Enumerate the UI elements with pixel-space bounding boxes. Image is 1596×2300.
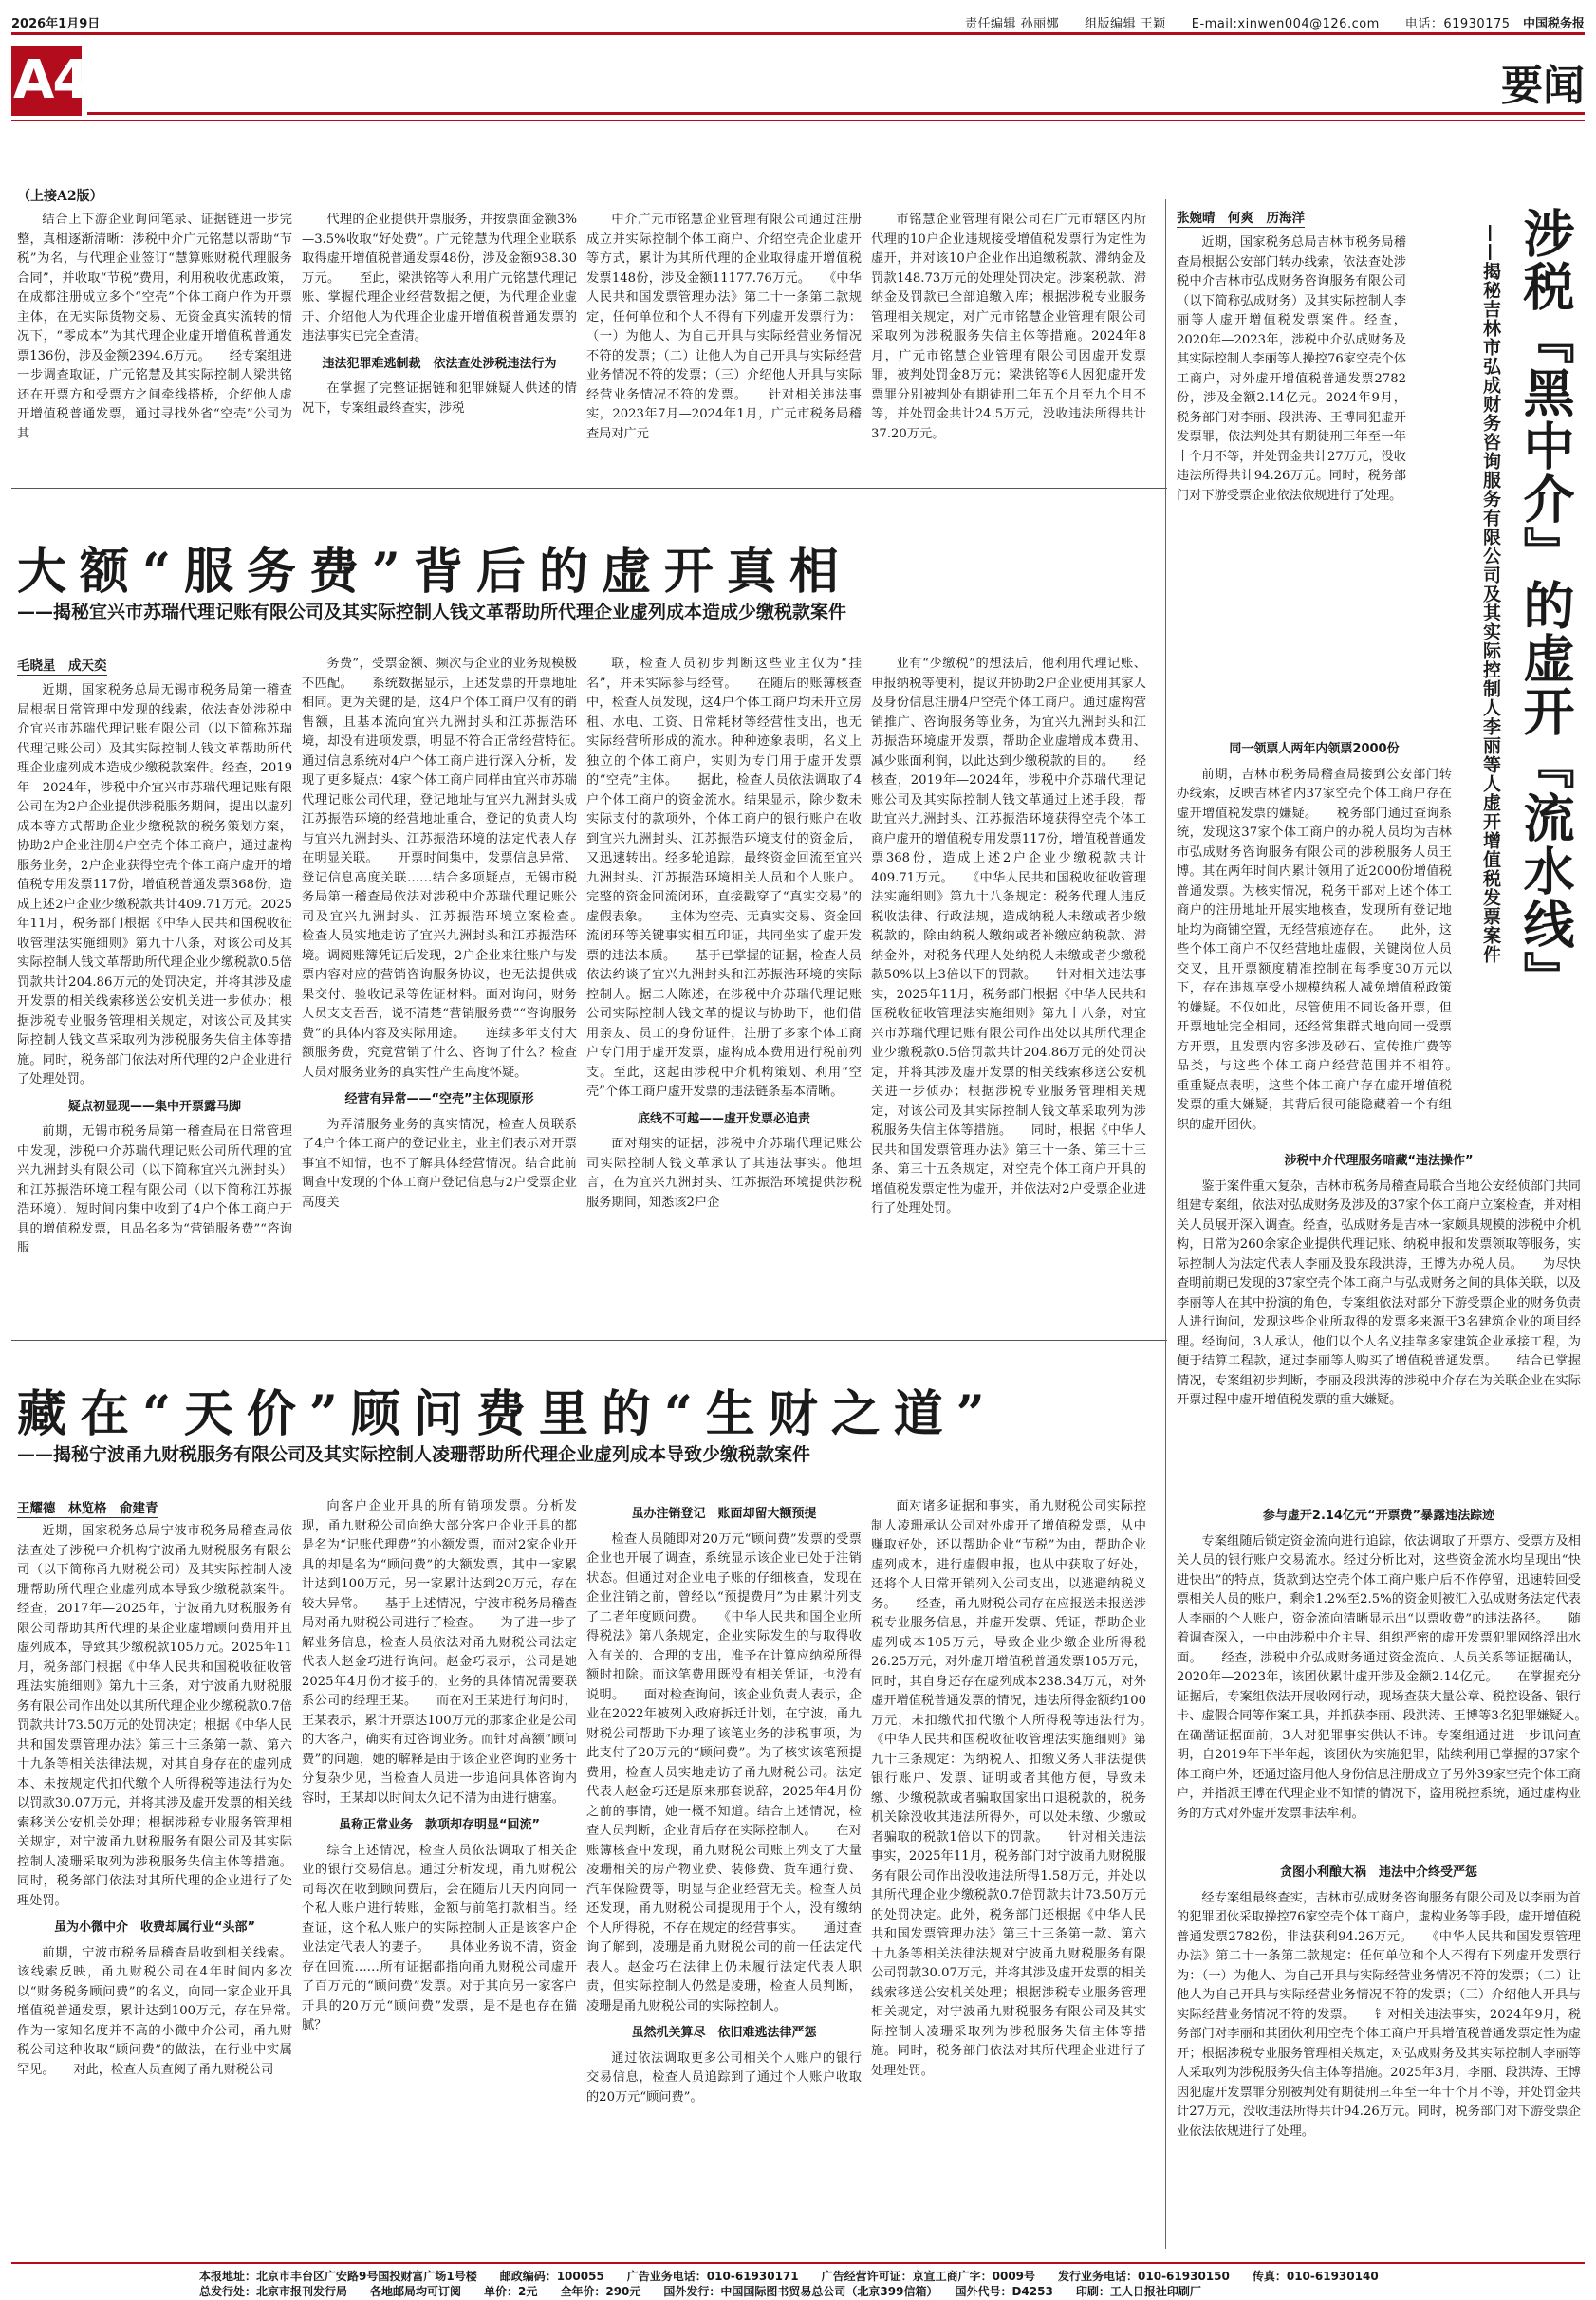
side-section-2 (1177, 1144, 1581, 1497)
article2-headline: 藏在“天价”顾问费里的“生财之道” (17, 1385, 998, 1443)
paper-name: 中国税务报 (1522, 17, 1585, 31)
paragraph: 为弄清服务业务的真实情况，检查人员联系了4户个体工商户的登记业主，业主们表示对开票事宜不知情，也不了解具体经营情况。结合此前调查中发现的个体工商户登记信息与2户受票企业高度关 (302, 1117, 577, 1210)
paragraph: 结合上下游企业询问笔录、证据链进一步完整，真相逐渐清晰：涉税中介广元铭慧以帮助“节税”为名，与代理企业签订“慧算账财税代理服务合同”，并收取“节税”费用，利用税收优惠政策，在成都注册成立多个“空壳”个体工商户作为开票主体，在无实际货物交易、无资金真实流转的情况下，“零成本”为其代理企业虚开增值税普通发票136份，涉及金额2394.6万元。 经专案组进一步调查取证，广元铭慧及其实际控制人梁洪铭还在开票方和受票方之间牵线搭桥，介绍他人虚开增值税普通发票，通过寻找外省“空壳”公司为其 (17, 213, 292, 441)
side-byline-wrap (1177, 207, 1305, 232)
top-article-column-3 (586, 211, 862, 467)
side-section-1 (1177, 733, 1452, 1141)
footer-line-1: 本报地址：北京市丰台区广安路9号国投财富广场1号楼 邮政编码：100055 广告业务电话：010-61930171 广告经营许可证：京宣工商广字：0009号 发行业务电话：010-61930150 传真：010-61930140 (199, 2270, 1379, 2283)
article2-byline: 王耀德 林览格 俞建青 (17, 1497, 158, 1518)
article1-headline: 大额“服务费”背后的虚开真相 (17, 543, 852, 601)
article2-column-3 (586, 1497, 862, 2251)
side-intro (1177, 233, 1406, 727)
subheading: 参与虚开2.14亿元“开票费”暴露违法踪迹 (1262, 1509, 1495, 1523)
subheading: 同一领票人两年内领票2000份 (1229, 742, 1400, 756)
footer-line-2: 总发行处：北京市报刊发行局 各地邮局均可订阅 单价：2元 全年价：290元 国外发行：中国国际图书贸易总公司（北京399信箱） 国外代号：D4253 印刷：工人日报社印刷厂 (199, 2285, 1201, 2298)
article1-column-2 (302, 655, 577, 1326)
paragraph: 向客户企业开具的所有销项发票。分析发现，甬九财税公司向绝大部分客户企业开具的都是名为“记账代理费”的小额发票，而对2家企业开具的却是名为“顾问费”的大额发票，其中一家累计达到100万元，另一家累计达到20万元，存在较大异常。 基于上述情况，宁波市税务局稽查局对甬九财税公司进行了检查。 为了进一步了解业务信息，检查人员依法对甬九财税公司法定代表人赵金巧进行询问。赵金巧表示，公司是她2025年4月份才接手的，业务的具体情况需要联系公司的经理王某。 而在对王某进行询问时，王某表示，累计开票达100万元的那家企业是公司的大客户，确实有过咨询业务。而针对高额“顾问费”的问题，她的解释是由于该企业咨询的业务十分复杂少见，当检查人员进一步追问具体咨询内容时，王某却以时间太久记不清为由进行搪塞。 (302, 1499, 577, 1806)
article2-column-4 (871, 1497, 1146, 2251)
subheading: 虽办注销登记 账面却留大额预提 (631, 1507, 817, 1521)
divider (11, 1340, 1167, 1341)
article1-column-1 (17, 681, 292, 1326)
issue-date: 2026年1月9日 (11, 17, 101, 31)
article1-byline-wrap (17, 655, 107, 679)
paragraph: 代理的企业提供开票服务，并按票面金额3%—3.5%收取“好处费”。广元铭慧为代理企业联系取得虚开增值税普通发票48份，涉及金额938.30万元。 至此，梁洪铭等人利用广元铭慧代理记账、掌握代理企业经营数据之便，为代理企业虚开、介绍他人为代理企业虚开增值税普通发票的违法事实已完全查清。 (302, 213, 577, 343)
page-number: A4 (11, 46, 82, 116)
paragraph: 检查人员随即对20万元“顾问费”发票的受票企业也开展了调查，系统显示该企业已处于注销状态。但通过对企业电子账的仔细核查，发现在企业注销之前，曾经以“预提费用”为由累计列支了二者年度顾问费。 《中华人民共和国企业所得税法》第八条规定，企业实际发生的与取得收入有关的、合理的支出，准予在计算应纳税所得额时扣除。而这笔费用既没有相关凭证，也没有说明。 面对检查询问，该企业负责人表示，企业在2022年被列入政府拆迁计划，在宁波，甬九财税公司帮助下办理了该笔业务的涉税事项，为此支付了20万元的“顾问费”。为了核实该笔预提费用，检查人员实地走访了甬九财税公司。法定代表人赵金巧还是原来那套说辞，2025年4月份之前的事情，她一概不知道。结合上述情况，检查人员判断，企业背后存在实际控制人。 在对账簿核查中发现，甬九财税公司账上列支了大量凌珊相关的房产物业费、装修费、货车通行费、汽车保险费等，明显与企业经营无关。检查人员还发现，甬九财税公司提现用于个人，没有缴纳个人所得税，不存在规定的经营事实。 通过查询了解到，凌珊是甬九财税公司的前一任法定代表人。赵金巧在法律上仍未履行法定代表人职责，但实际控制人仍然是凌珊，检查人员判断，凌珊是甬九财税公司的实际控制人。 (586, 1531, 862, 2013)
subheading: 虽称正常业务 款项却存明显“回流” (338, 1818, 541, 1832)
top-article-column-1 (17, 211, 292, 467)
masthead-bar (11, 8, 1585, 34)
paragraph: 鉴于案件重大复杂，吉林市税务局稽查局联合当地公安经侦部门共同组建专案组，依法对弘成财务及涉及的37家个体工商户立案检查，并对相关人员展开深入调查。经查，弘成财务是吉林一家颇具规模的涉税中介机构，日常为260余家企业提供代理记账、纳税申报和发票领取等服务，实际控制人为法定代表人李丽及股东段洪涛，王博为办税人员。 为尽快查明前期已发现的37家空壳个体工商户与弘成财务之间的具体关联，以及李丽等人在其中扮演的角色，专案组依法对部分下游受票企业的财务负责人进行询问，发现这些企业所取得的发票多来源于3名建筑企业的项目经理。经询问，3人承认，他们以个人名义挂靠多家建筑企业承接工程，为便于结算工程款，通过李丽等人购买了增值税普通发票。 结合已掌握情况，专案组初步判断，李丽及段洪涛的涉税中介存在为关联企业在实际开票过程中虚开增值税发票的重大嫌疑。 (1177, 1178, 1581, 1407)
article2-column-2 (302, 1497, 577, 2251)
side-byline: 张婉晴 何爽 历海洋 (1177, 207, 1305, 228)
article1-column-4 (871, 655, 1146, 1326)
top-article-column-4 (871, 211, 1146, 467)
article1-column-3 (586, 655, 862, 1326)
paragraph: 中介广元市铭慧企业管理有限公司通过注册成立并实际控制个体工商户、介绍空壳企业虚开等方式，累计为其所代理的企业取得虚开增值税发票148份，涉及金额11177.76万元。 《中华人民共和国发票管理办法》第二十一条第二款规定，任何单位和个人不得有下列虚开发票行为：（一）为他人、为自己开具与实际经营业务情况不符的发票；（二）让他人为自己开具与实际经营业务情况不符的发票；（三）介绍他人开具与实际经营业务情况不符的发票。 针对相关违法事实，2023年7月—2024年1月，广元市税务局稽查局对广元 (586, 213, 862, 441)
paragraph: 专案组随后锁定资金流向进行追踪，依法调取了开票方、受票方及相关人员的银行账户交易流水。经过分析比对，这些资金流水均呈现出“快进快出”的特点，货款到达空壳个体工商户账户后不作停留，迅速转回受票相关人员的账户，剩余1.2%至2.5%的资金则被汇入弘成财务法定代表人李丽的个人账户，资金流向清晰显示出“以票收费”的违法路径。 随着调查深入，一中由涉税中介主导、组织严密的虚开发票犯罪网络浮出水面。 经查，涉税中介弘成财务通过资金流向、人员关系等证据确认，2020年—2023年，该团伙累计虚开涉及金额2.14亿元。 在掌握充分证据后，专案组依法开展收网行动，现场查获大量公章、税控设备、银行卡、虚假合同等作案工具，并抓获李丽、段洪涛、王博等3名犯罪嫌疑人。 在确凿证据面前，3人对犯罪事实供认不讳。专案组通过进一步讯问查明，自2019年下半年起，该团伙为实施犯罪，陆续利用已掌握的37家个体工商户外，还通过盗用他人身份信息注册成立了另外39家空壳个体工商户，并指派王博在代理企业不知情的情况下，盗用税控系统，通过虚构业务的方式对外虚开发票非法牟利。 (1177, 1533, 1581, 1821)
paragraph: 近期，国家税务总局宁波市税务局稽查局依法查处了涉税中介机构宁波甬九财税服务有限公司（以下简称甬九财税公司）及其实际控制人凌珊帮助所代理企业虚列成本导致少缴税款案件。经查，2017年—2025年，宁波甬九财税服务有限公司帮助其所代理的某企业虚增顾问费用并且虚列成本，导致其少缴税款105万元。2025年11月，税务部门根据《中华人民共和国税收征收管理法实施细则》第九十三条，对宁波甬九财税服务有限公司作出处以其所代理企业少缴税款0.7倍罚款共计73.50万元的处罚决定；根据《中华人民共和国发票管理办法》第三十三条第一款、第六十九条等相关法律法规，对其自身存在的虚列成本、未按规定代扣代缴个人所得税等违法行为处以罚款30.07万元，并将其涉及虚开发票的相关线索移送公安机关处理；根据涉税专业服务管理相关规定，对宁波甬九财税服务有限公司及其实际控制人凌珊采取列为涉税服务失信主体等措施。同时，税务部门依法对其所代理的企业进行了处理处罚。 (17, 1524, 292, 1908)
side-section-3 (1177, 1499, 1581, 1852)
subheading: 违法犯罪难逃制裁 依法查处涉税违法行为 (322, 356, 557, 371)
paragraph: 综合上述情况，检查人员依法调取了相关企业的银行交易信息。通过分析发现，甬九财税公司每次在收到顾问费后，会在随后几天内向同一个私人账户进行转账，金额与前笔打款相当。经查证，这个私人账户的实际控制人正是该客户企业法定代表人的妻子。 具体业务说不清，资金存在回流……所有证据都指向甬九财税公司虚开了百万元的“顾问费”发票。对于其向另一家客户开具的20万元“顾问费”发票，是不是也存在猫腻？ (302, 1843, 577, 2032)
header-rule (87, 112, 1585, 115)
subheading: 虽为小微中介 收费却属行业“头部” (53, 1920, 256, 1935)
paragraph: 近期，国家税务总局吉林市税务局稽查局根据公安部门转办线索，依法查处涉税中介吉林市弘成财务咨询服务有限公司（以下简称弘成财务）及其实际控制人李丽等人虚开增值税发票案件。经查，2020年—2023年，涉税中介弘成财务及其实际控制人李丽等人操控76家空壳个体工商户，对外虚开增值税普通发票2782份，涉及金额2.14亿元。2024年9月，税务部门对李丽、段洪涛、王博同犯虚开发票罪，依法判处其有期徒刑三年至一年十个月不等，并处罚金共计27万元，没收违法所得共计94.26万元。同时，税务部门对下游受票企业依法依规进行了处理。 (1177, 235, 1406, 503)
continued-label: （上接A2版） (17, 189, 103, 204)
paragraph: 联，检查人员初步判断这些业主仅为“挂名”，并未实际参与经营。 在随后的账簿核查中，检查人员发现，这4户个体工商户均未开立房租、水电、工资、日常耗材等经营性支出，也无实际经营所形成的流水。种种迹象表明，名义上独立的个体工商户，实则为专门用于虚开发票的“空壳”主体。 据此，检查人员依法调取了4户个体工商户的资金流水。结果显示，除少数未实际支付的款项外，个体工商户的银行账户在收到宜兴九洲封头、江苏振浩环境支付的资金后，又迅速转出。经多轮追踪，最终资金回流至宜兴九洲封头、江苏振浩环境相关人员和个人账户。完整的资金回流闭环，直接戳穿了“真实交易”的虚假表象。 主体为空壳、无真实交易、资金回流闭环等关键事实相互印证，共同坐实了虚开发票的违法本质。 基于已掌握的证据，检查人员依法约谈了宜兴九洲封头和江苏振浩环境的实际控制人。据二人陈述，在涉税中介苏瑞代理记账公司实际控制人钱文革的提议与协助下，他们借用亲友、员工的身份证件，注册了多家个体工商户专门用于虚开发票，虚构成本费用进行税前列支。至此，这起由涉税中介机构策划、利用“空壳”个体工商户虚开发票的违法链条基本清晰。 (586, 657, 862, 1099)
article2-subheadline: ——揭秘宁波甬九财税服务有限公司及其实际控制人凌珊帮助所代理企业虚列成本导致少缴税款案件 (17, 1444, 811, 1465)
subheading: 虽然机关算尽 依旧难逃法律严惩 (631, 2026, 817, 2040)
paragraph: 前期，吉林市税务局稽查局接到公安部门转办线索，反映吉林省内37家空壳个体工商户存在虚开增值税发票的嫌疑。 税务部门通过查询系统，发现这37家个体工商户的办税人员均为吉林市弘成财务咨询服务有限公司的涉税服务人员王博。其在两年时间内累计领用了近2000份增值税普通发票。为核实情况，税务干部对上述个体工商户的注册地址开展实地核查，发现所有登记地址均为商铺空置，无经营痕迹存在。 此外，这些个体工商户不仅经营地址虚假，关键岗位人员交叉，且开票额度精准控制在每季度30万元以下，存在违规享受小规模纳税人减免增值税政策的嫌疑。不仅如此，尽管使用不同设备开票，但开票地址完全相同，还经常集群式地向同一受票方开票，且发票内容多涉及砂石、宣传推广费等品类，与这些个体工商户经营范围并不相符。 重重疑点表明，这些个体工商户存在虚开增值税发票的重大嫌疑，其背后很可能隐藏着一个有组织的虚开团伙。 (1177, 767, 1452, 1132)
subheading: 疑点初显现——集中开票露马脚 (67, 1099, 241, 1114)
paragraph: 面对翔实的证据，涉税中介苏瑞代理记账公司实际控制人钱文革承认了其违法事实。他坦言，在为宜兴九洲封头、江苏振浩环境提供涉税服务期间，知悉该2户企 (586, 1137, 862, 1210)
subheading: 经营有异常——“空壳”主体现原形 (344, 1092, 534, 1106)
paragraph: 务费”，受票金额、频次与企业的业务规模极不匹配。 系统数据显示，上述发票的开票地址相同。更为关键的是，这4户个体工商户仅有的销售额，且基本流向宜兴九洲封头和江苏振浩环境，却没有进项发票，明显不符合正常经营特征。 通过信息系统对4户个体工商户进行深入分析，发现了更多疑点：4家个体工商户同样由宜兴市苏瑞代理记账公司代理，登记地址与宜兴九洲封头成江苏振浩环境的经营地址重合，登记的负责人均与宜兴九洲封头、江苏振浩环境的法定代表人存在明显关联。 开票时间集中，发票信息异常、登记信息高度关联……结合多项疑点，无锡市税务局第一稽查局依法对涉税中介苏瑞代理记账公司及宜兴九洲封头、江苏振浩环境立案检查。 检查人员实地走访了宜兴九洲封头和江苏振浩环境。调阅账簿凭证后发现，2户企业来往账户与发票内容对应的营销咨询服务协议，也无法提供成果交付、验收记录等佐证材料。面对询问，财务人员支支吾吾，说不清楚“营销服务费”“咨询服务费”的具体内容及实际用途。 连续多年支付大额服务费，究竟营销了什么、咨询了什么？检查人员对服务业务的真实性产生高度怀疑。 (302, 657, 577, 1080)
side-headline: 涉税『黑中介』的虚开『流水线』 (1515, 207, 1576, 1004)
top-article-column-2 (302, 211, 577, 467)
paragraph: 前期，宁波市税务局稽查局收到相关线索。该线索反映，甬九财税公司在4年时间内多次以“财务税务顾问费”的名义，向同一家企业开具增值税普通发票，累计达到100万元，存在异常。 作为一家知名度并不高的小微中介公司，甬九财税公司这种收取“顾问费”的做法，在行业中实属罕见。 对此，检查人员查阅了甬九财税公司 (17, 1945, 292, 2077)
subheading: 贪图小利酿大祸 违法中介终受严惩 (1279, 1865, 1477, 1880)
side-divider (1165, 199, 1166, 2249)
paragraph: 前期，无锡市税务局第一稽查局在日常管理中发现，涉税中介苏瑞代理记账公司所代理的宜兴九洲封头有限公司（以下简称宜兴九洲封头）和江苏振浩环境工程有限公司（以下简称江苏振浩环境），短时间内集中收到了4户个体工商户开具的增值税发票，且品名多为“营销服务费”“咨询服 (17, 1124, 292, 1255)
subheading: 底线不可越——虚开发票必追责 (637, 1111, 810, 1126)
footer-rule (11, 2262, 1585, 2264)
paragraph: 经专案组最终查实，吉林市弘成财务咨询服务有限公司及以李丽为首的犯罪团伙采取操控76家空壳个体工商户，虚构业务等手段，虚开增值税普通发票2782份，非法获利94.26万元。 《中华人民共和国发票管理办法》第二十一条第二款规定：任何单位和个人不得有下列虚开发票行为：（一）为他人、为自己开具与实际经营业务情况不符的发票；（二）让他人为自己开具与实际经营业务情况不符的发票；（三）介绍他人开具与实际经营业务情况不符的发票。 针对相关违法事实，2024年9月，税务部门对李丽和其团伙利用空壳个体工商户开具增值税普通发票定性为虚开；根据涉税专业服务管理相关规定，对弘成财务及其实际控制人李丽等人采取列为涉税服务失信主体等措施。2025年3月，李丽、段洪涛、王博因犯虚开发票罪分别被判处有期徒刑三年至一年十个月不等，并处罚金共计27万元，没收违法所得共计94.26万元。同时，税务部门对下游受票企业依法依规进行了处理。 (1177, 1890, 1581, 2139)
paragraph: 通过依法调取更多公司相关个人账户的银行交易信息，检查人员追踪到了通过个人账户收取的20万元“顾问费”。 (586, 2050, 862, 2105)
article1-subheadline: ——揭秘宜兴市苏瑞代理记账有限公司及其实际控制人钱文革帮助所代理企业虚列成本造成少缴税款案件 (17, 602, 847, 622)
article1-byline: 毛晓星 成天奕 (17, 655, 107, 676)
paragraph: 市铭慧企业管理有限公司在广元市辖区内所代理的10户企业违规接受增值税发票行为定性为虚开，并对该10户企业作出追缴税款、滞纳金及罚款148.73万元的处理处罚决定。涉案税款、滞纳金及罚款已全部追缴入库；根据涉税专业服务管理相关规定，对广元市铭慧企业管理有限公司采取列为涉税服务失信主体等措施。2024年8月，广元市铭慧企业管理有限公司因虚开发票罪，被判处罚金8万元；梁洪铭等6人因犯虚开发票罪分别被判处有期徒刑二年五个月至九个月不等，并处罚金共计24.5万元，没收违法所得共计37.20万元。 (871, 213, 1146, 441)
paragraph: 业有“少缴税”的想法后，他利用代理记账、申报纳税等便利，提议并协助2户企业使用其家人及身份信息注册4户空壳个体工商户。通过虚构营销推广、咨询服务等业务，为宜兴九洲封头和江苏振浩环境虚开发票，帮助企业虚增成本费用、减少账面利润，以此达到少缴税款的目的。 经核查，2019年—2024年，涉税中介苏瑞代理记账公司及其实际控制人钱文革通过上述手段，帮助宜兴九洲封头、江苏振浩环境获得空壳个体工商户虚开的增值税专用发票117份，增值税普通发票368份，造成上述2户企业少缴税款共计409.71万元。 《中华人民共和国税收征收管理法实施细则》第九十八条规定：税务代理人违反税收法律、行政法规，造成纳税人未缴或者少缴税款的，除由纳税人缴纳或者补缴应纳税款、滞纳金外，对税务代理人处纳税人未缴或者少缴税款50%以上3倍以下的罚款。 针对相关违法事实，2025年11月，税务部门根据《中华人民共和国税收征收管理法实施细则》第九十八条，对宜兴市苏瑞代理记账有限公司作出处以其所代理企业少缴税款0.5倍罚款共计204.86万元的处罚决定，并将其涉及虚开发票的相关线索移送公安机关进一步侦办；根据涉税专业服务管理相关规定，对该公司及其实际控制人钱文革采取列为涉税服务失信主体等措施。 同时，根据《中华人民共和国发票管理办法》第三十一条、第三十三条、第三十五条规定，对空壳个体工商户开具的增值税发票定性为虚开，并依法对2户受票企业进行了处理处罚。 (871, 657, 1146, 1215)
divider (11, 488, 1167, 489)
editor-info: 责任编辑 孙丽娜 组版编辑 王颖 E-mail:xinwen004@126.com 电话：61930175 (965, 17, 1511, 31)
side-section-4 (1177, 1856, 1581, 2251)
top-rule (11, 32, 1585, 35)
side-subheadline: ——揭秘吉林市弘成财务咨询服务有限公司及其实际控制人李丽等人虚开增值税发票案件 (1480, 224, 1501, 964)
section-title: 要闻 (1501, 62, 1585, 110)
paragraph: 在掌握了完整证据链和犯罪嫌疑人供述的情况下，专案组最终查实，涉税 (302, 381, 577, 416)
article2-byline-wrap (17, 1497, 158, 1522)
header-rule-thin (11, 120, 1585, 121)
paragraph: 近期，国家税务总局无锡市税务局第一稽查局根据日常管理中发现的线索，依法查处涉税中介宜兴市苏瑞代理记账有限公司（以下简称苏瑞代理记账公司）及其实际控制人钱文革帮助所代理企业虚列成本造成少缴税款案件。经查，2019年—2024年，涉税中介宜兴市苏瑞代理记账有限公司在为2户企业提供涉税服务期间，提出以虚列成本等方式帮助企业少缴税款的税务策划方案，协助2户企业注册4户空壳个体工商户，通过虚构服务业务，2户企业获得空壳个体工商户虚开的增值税专用发票117份，增值税普通发票368份，造成上述2户企业少缴税款共计409.71万元。2025年11月，税务部门根据《中华人民共和国税收征收管理法实施细则》第九十八条，对该公司及其实际控制人钱文革帮助所代理企业少缴税款0.5倍罚款共计204.86万元的处罚决定，并将其涉及虚开发票的相关线索移送公安机关进一步侦办；根据涉税专业服务管理相关规定，对该公司及其实际控制人钱文革采取列为涉税服务失信主体等措施。同时，税务部门依法对所代理的2户企业进行了处理处罚。 (17, 683, 292, 1086)
subheading: 涉税中介代理服务暗藏“违法操作” (1284, 1154, 1474, 1168)
article2-column-1 (17, 1522, 292, 2251)
paragraph: 面对诸多证据和事实，甬九财税公司实际控制人凌珊承认公司对外虚开了增值税发票，从中赚取好处，还以帮助企业“节税”为由，帮助企业虚列成本，进行虚假申报，也从中获取了好处，还将个人日常开销列入公司支出，以逃避纳税义务。 经查，甬九财税公司存在应报送未报送涉税专业服务信息，并虚开发票、凭证，帮助企业虚列成本105万元，导致企业少缴企业所得税26.25万元，对外虚开增值税普通发票105万元，同时，其自身还存在虚列成本238.34万元，对外虚开增值税普通发票的情况，违法所得金额约100万元，未扣缴代扣代缴个人所得税等违法行为。 《中华人民共和国税收征收管理法实施细则》第九十三条规定：为纳税人、扣缴义务人非法提供银行账户、发票、证明或者其他方便，导致未缴、少缴税款或者骗取国家出口退税款的，税务机关除没收其违法所得外，可以处未缴、少缴或者骗取的税款1倍以下的罚款。 针对相关违法事实，2025年11月，税务部门对宁波甬九财税服务有限公司作出没收违法所得1.58万元，并处以其所代理企业少缴税款0.7倍罚款共计73.50万元的处罚决定。此外，税务部门还根据《中华人民共和国发票管理办法》第三十三条第一款、第六十九条等相关法律法规对宁波甬九财税服务有限公司罚款30.07万元，并将其涉及虚开发票的相关线索移送公安机关处理；根据涉税专业服务管理相关规定，对宁波甬九财税服务有限公司及其实际控制人凌珊采取列为涉税服务失信主体等措施。同时，税务部门依法对其所代理企业进行了处理处罚。 (871, 1499, 1146, 2078)
